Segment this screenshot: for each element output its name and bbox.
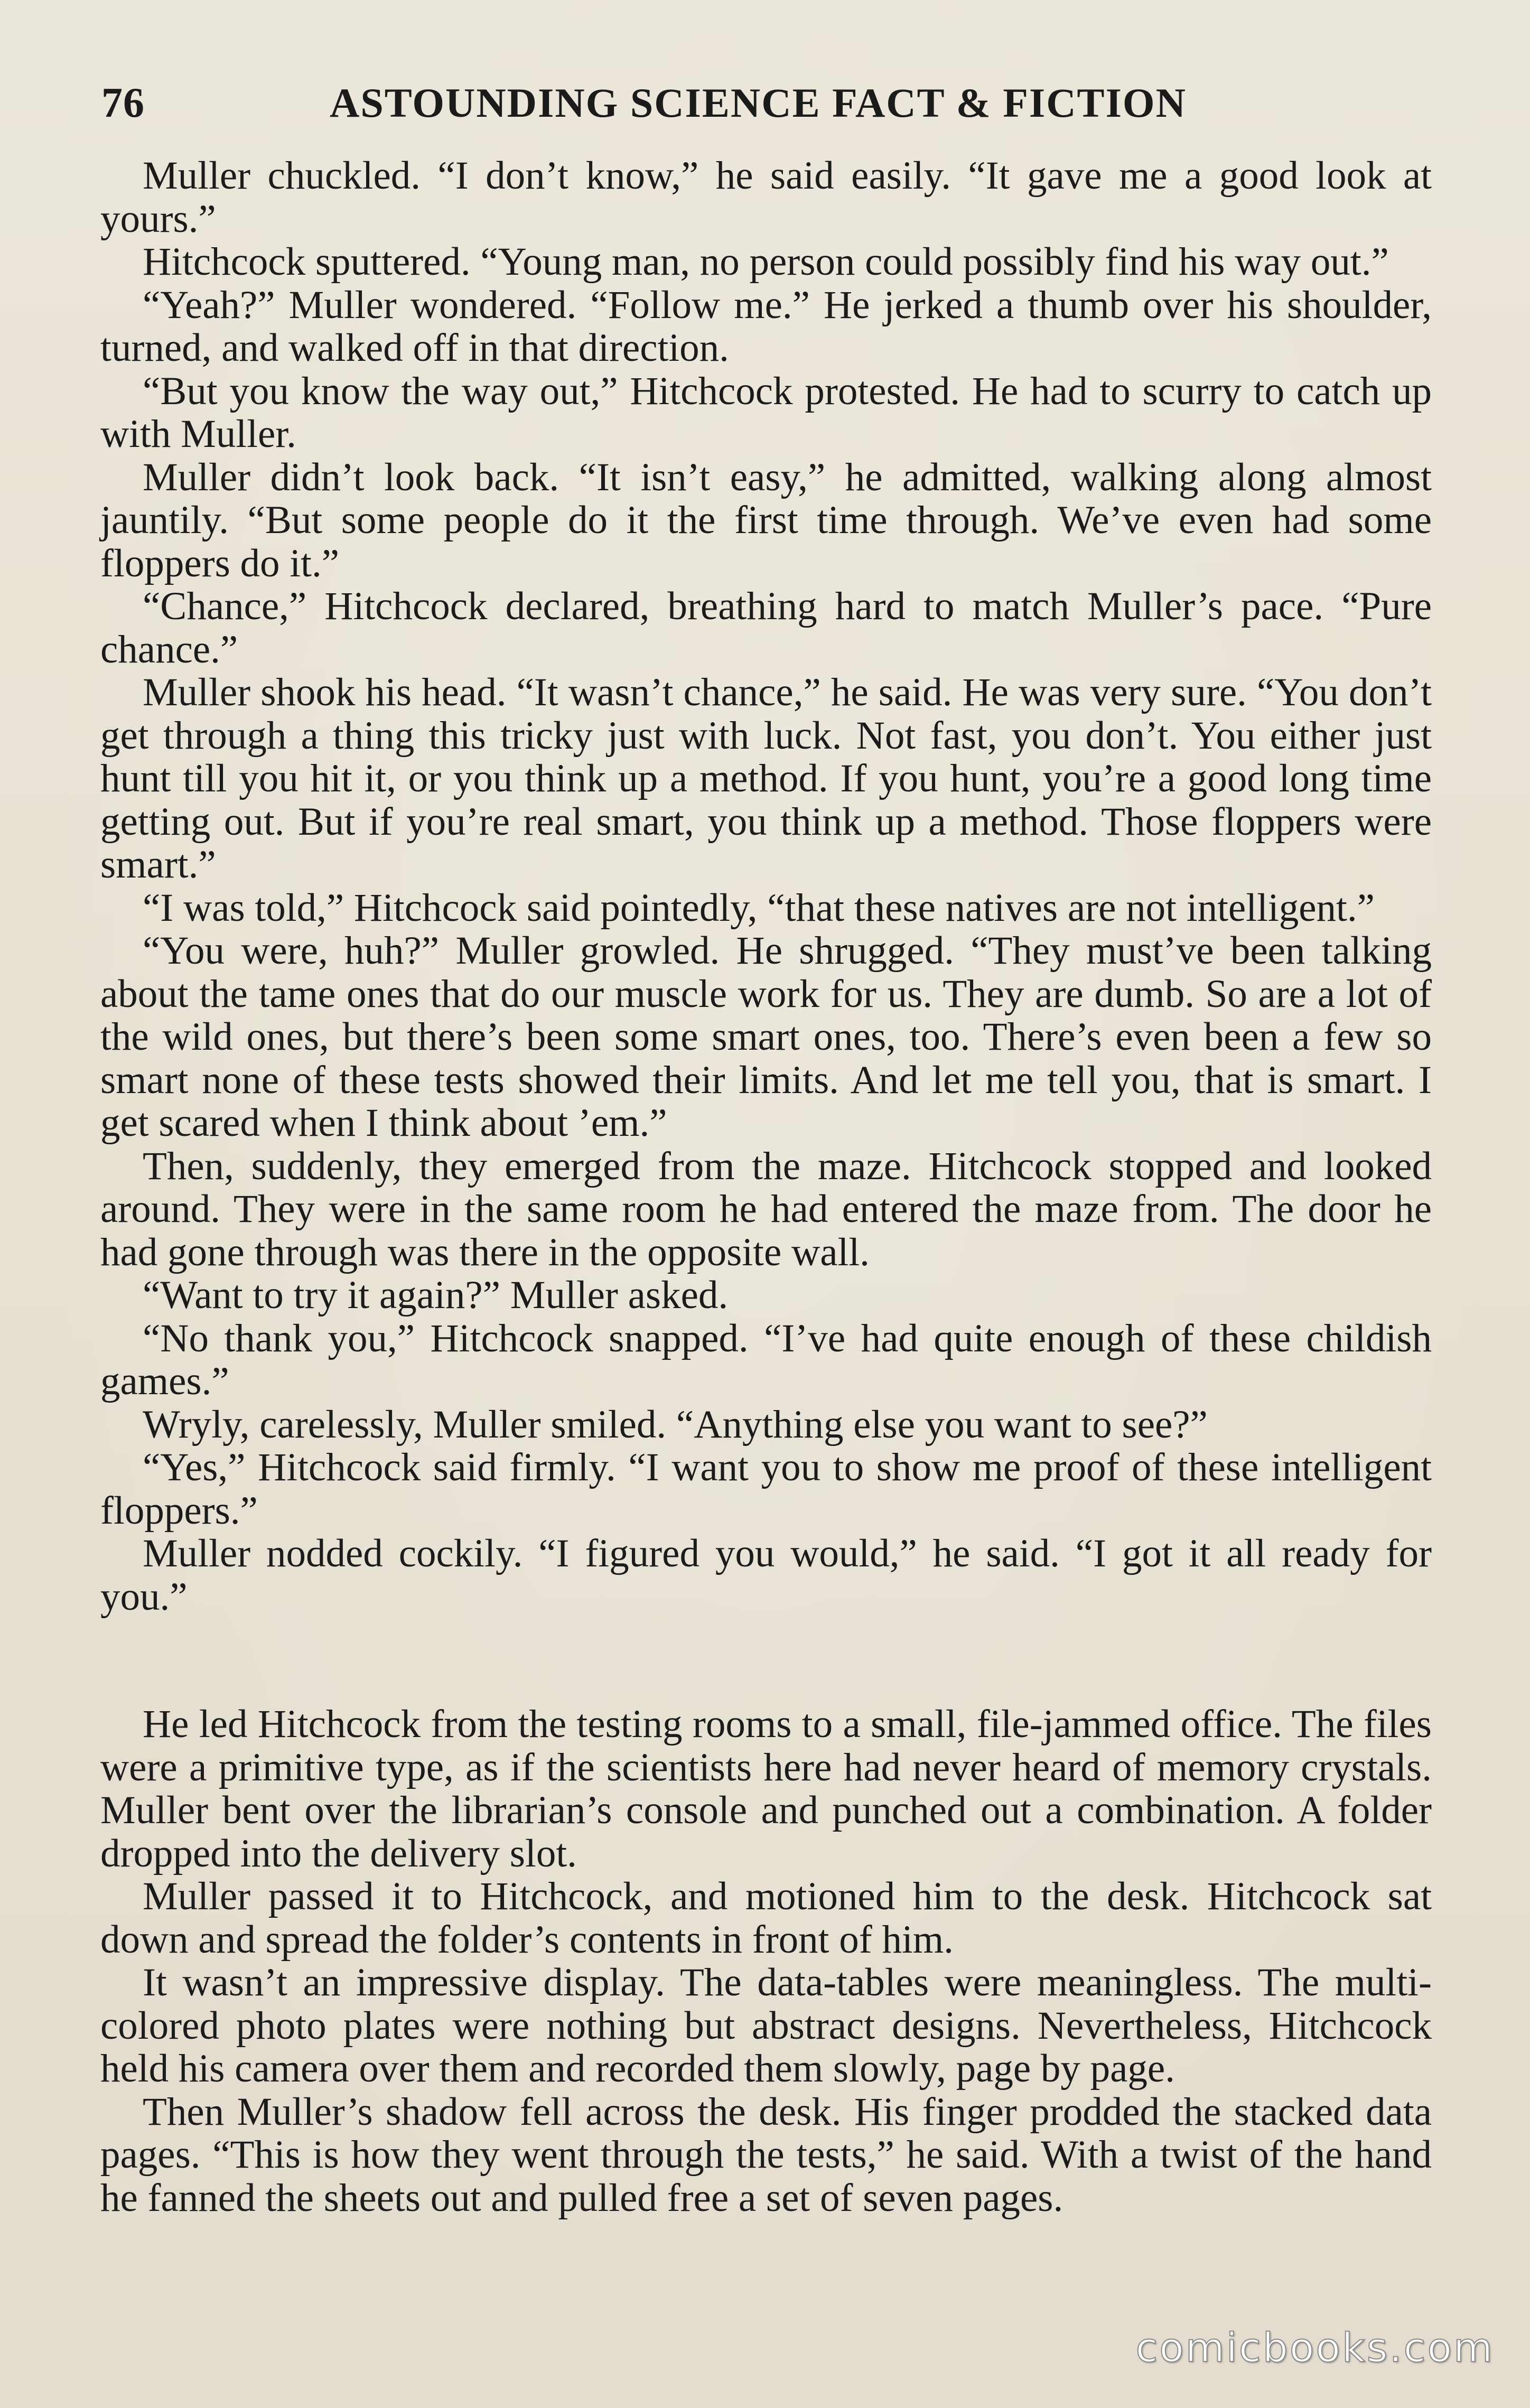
paragraph: Hitchcock sputtered. “Young man, no person could possibly find his way out.” [143, 240, 1389, 284]
paragraph: Muller didn’t look back. “It isn’t easy,” he admitted, walking along almost jauntily. “But some people do it the first time through. We’ve even had some floppers do it.” [100, 455, 1432, 585]
paragraph: Muller chuckled. “I don’t know,” he said easily. “It gave me a good look at yours.” [100, 154, 1432, 241]
paragraph: “No thank you,” Hitchcock snapped. “I’ve had quite enough of these childish games.” [100, 1316, 1432, 1403]
paragraph: “Want to try it again?” Muller asked. [143, 1273, 729, 1317]
running-title: ASTOUNDING SCIENCE FACT & FICTION [330, 80, 1187, 126]
paragraph: Then Muller’s shadow fell across the desk. His finger prodded the stacked data pages. “This is how they went through the tests,” he said. With a twist of the hand he fanned the sheets out and pulled free a set of seven pages. [100, 2089, 1432, 2220]
body-text [100, 154, 1432, 2219]
paragraph: Muller shook his head. “It wasn’t chance,” he said. He was very sure. “You don’t get through a thing this tricky just with luck. Not fast, you don’t. You either just hunt till you hit it, or you think up a method. If you hunt, you’re a good long time getting out. But if you’re real smart, you think up a method. Those floppers were smart.” [100, 670, 1432, 886]
paragraph: “Chance,” Hitchcock declared, breathing hard to match Muller’s pace. “Pure chance.” [100, 584, 1432, 671]
page-number: 76 [101, 80, 145, 126]
page-header [101, 79, 1433, 137]
paragraph: Wryly, carelessly, Muller smiled. “Anything else you want to see?” [143, 1402, 1208, 1446]
paragraph: Muller nodded cockily. “I figured you would,” he said. “I got it all ready for you.” [100, 1532, 1432, 1619]
paragraph: It wasn’t an impressive display. The data-tables were meaningless. The multi-colored photo plates were nothing but abstract designs. Nevertheless, Hitchcock held his camera over them and recorded them slowly, page by page. [100, 1961, 1432, 2090]
watermark: comicbooks.com [1135, 2324, 1494, 2371]
section-break [100, 1618, 1432, 1703]
paragraph: “I was told,” Hitchcock said pointedly, “that these natives are not intelligent.” [143, 885, 1375, 930]
paragraph: Then, suddenly, they emerged from the maze. Hitchcock stopped and looked around. They were in the same room he had entered the maze from. The door he had gone through was there in the opposite wall. [100, 1144, 1432, 1274]
paragraph: He led Hitchcock from the testing rooms to a small, file-jammed office. The files were a primitive type, as if the scientists here had never heard of memory crystals. Muller bent over the librarian’s console and punched out a combination. A folder dropped into the delivery slot. [100, 1702, 1432, 1875]
paragraph: “Yeah?” Muller wondered. “Follow me.” He jerked a thumb over his shoulder, turned, and walked off in that direction. [100, 283, 1432, 370]
paragraph: “You were, huh?” Muller growled. He shrugged. “They must’ve been talking about the tame ones that do our muscle work for us. They are dumb. So are a lot of the wild ones, but there’s been some smart ones, too. There’s even been a few so smart none of these tests showed their limits. And let me tell you, that is smart. I get scared when I think about ’em.” [100, 929, 1432, 1145]
paragraph: “But you know the way out,” Hitchcock protested. He had to scurry to catch up with Muller. [100, 369, 1432, 456]
paragraph: “Yes,” Hitchcock said firmly. “I want you to show me proof of these intelligent floppers.” [100, 1445, 1432, 1533]
paragraph: Muller passed it to Hitchcock, and motioned him to the desk. Hitchcock sat down and spread the folder’s contents in front of him. [100, 1874, 1432, 1962]
